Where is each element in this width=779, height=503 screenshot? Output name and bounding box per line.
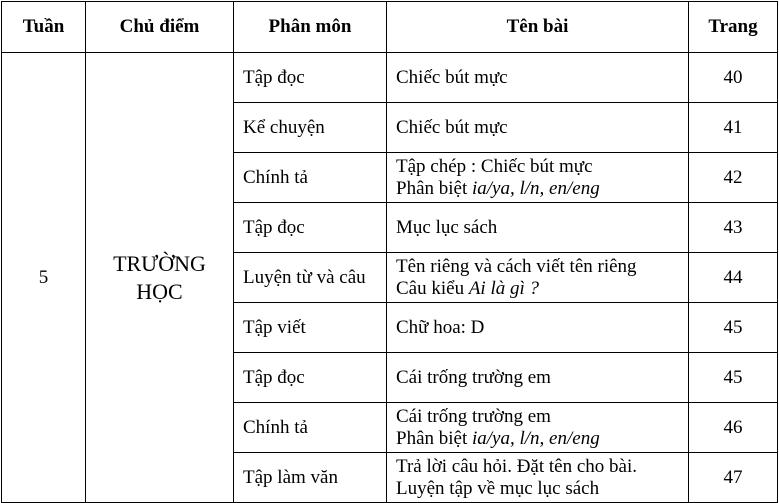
lesson-title: Tập chép : Chiếc bút mực — [396, 155, 593, 177]
lesson-cell — [387, 53, 689, 103]
lesson-subtitle: Luyện tập về mục lục sách — [396, 477, 600, 499]
header-trang: Trang — [689, 2, 778, 53]
lesson-subtitle — [396, 428, 688, 450]
header-ten-bai: Tên bài — [387, 2, 689, 53]
theme-cell — [86, 53, 234, 503]
lesson-cell — [387, 453, 689, 503]
week-cell: 5 — [2, 53, 86, 503]
subject-cell: Tập làm văn — [234, 453, 387, 503]
subject-cell: Chính tả — [234, 403, 387, 453]
lesson-title: Cái trống trường em — [396, 366, 551, 388]
page-cell: 45 — [689, 353, 778, 403]
lesson-cell — [387, 153, 689, 203]
lesson-subtitle-text: Phân biệt — [396, 427, 472, 449]
subject-cell: Kể chuyện — [234, 103, 387, 153]
subject-cell: Tập đọc — [234, 353, 387, 403]
subject-cell: Tập đọc — [234, 203, 387, 253]
lesson-subtitle — [396, 278, 688, 300]
subject-cell: Luyện từ và câu — [234, 253, 387, 303]
subject-cell: Tập đọc — [234, 53, 387, 103]
page-cell: 44 — [689, 253, 778, 303]
subject-cell: Tập viết — [234, 303, 387, 353]
lesson-cell — [387, 303, 689, 353]
page-cell: 45 — [689, 303, 778, 353]
lesson-title: Tên riêng và cách viết tên riêng — [396, 255, 637, 277]
lesson-subtitle-italic: ia/ya, l/n, en/eng — [472, 177, 600, 199]
page-cell: 47 — [689, 453, 778, 503]
lesson-subtitle — [396, 178, 688, 200]
lesson-cell — [387, 103, 689, 153]
page-cell: 40 — [689, 53, 778, 103]
lesson-subtitle-text: Phân biệt — [396, 177, 472, 199]
page-cell: 43 — [689, 203, 778, 253]
header-chu-diem: Chủ điểm — [86, 2, 234, 53]
header-phan-mon: Phân môn — [234, 2, 387, 53]
lesson-title: Cái trống trường em — [396, 405, 551, 427]
lesson-cell — [387, 353, 689, 403]
theme-line: HỌC — [136, 278, 183, 304]
lesson-title: Chiếc bút mực — [396, 66, 508, 88]
lesson-cell — [387, 403, 689, 453]
lesson-cell — [387, 253, 689, 303]
lesson-title: Mục lục sách — [396, 216, 498, 238]
theme-line: TRƯỜNG — [113, 250, 206, 276]
page-cell: 46 — [689, 403, 778, 453]
table-row — [2, 53, 778, 103]
lesson-cell — [387, 203, 689, 253]
lesson-title: Chiếc bút mực — [396, 116, 508, 138]
header-tuan: Tuần — [2, 2, 86, 53]
lesson-subtitle-italic: Ai là gì ? — [468, 277, 540, 299]
lesson-subtitle-italic: ia/ya, l/n, en/eng — [472, 427, 600, 449]
page-cell: 42 — [689, 153, 778, 203]
lesson-subtitle-text: Câu kiểu — [396, 277, 469, 299]
subject-cell: Chính tả — [234, 153, 387, 203]
lesson-title: Trả lời câu hỏi. Đặt tên cho bài. — [396, 455, 637, 477]
page-cell: 41 — [689, 103, 778, 153]
lesson-title: Chữ hoa: D — [396, 316, 485, 338]
header-row — [2, 2, 778, 53]
lesson-table — [1, 1, 778, 503]
